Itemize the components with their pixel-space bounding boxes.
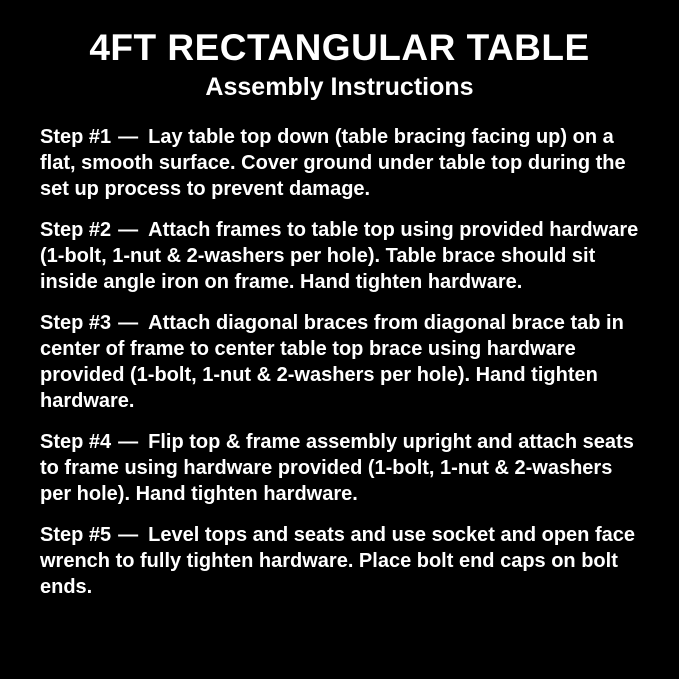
step-3-label: Step #3 (40, 312, 112, 334)
step-5-text: Level tops and seats and use socket and open face wrench to fully tighten hardware. Place bolt end caps on bolt ends. (40, 524, 635, 598)
step-2-text: Attach frames to table top using provided hardware (1-bolt, 1-nut & 2-washers per hole). Table brace should sit inside angle iron on frame. Hand tighten hardware. (40, 219, 639, 293)
step-5-separator: — (118, 524, 139, 546)
step-2 (40, 217, 640, 295)
step-1 (40, 124, 640, 202)
step-4-label: Step #4 (40, 431, 112, 453)
step-4-separator: — (118, 431, 139, 453)
step-5 (40, 522, 640, 600)
step-1-separator: — (118, 126, 139, 148)
step-2-label: Step #2 (40, 219, 112, 241)
step-1-label: Step #1 (40, 126, 112, 148)
steps-list (40, 124, 640, 600)
step-3-text: Attach diagonal braces from diagonal brace tab in center of frame to center table top brace using hardware provided (1-bolt, 1-nut & 2-washers per hole). Hand tighten hardware. (40, 312, 624, 412)
step-4 (40, 429, 640, 507)
step-1-text: Lay table top down (table bracing facing up) on a flat, smooth surface. Cover ground under table top during the set up process to prevent damage. (40, 126, 626, 200)
step-3 (40, 310, 640, 414)
step-3-separator: — (118, 312, 139, 334)
step-4-text: Flip top & frame assembly upright and attach seats to frame using hardware provided (1-bolt, 1-nut & 2-washers per hole). Hand tighten hardware. (40, 431, 634, 505)
step-5-label: Step #5 (40, 524, 112, 546)
page-title: 4FT RECTANGULAR TABLE (89, 27, 590, 68)
step-2-separator: — (118, 219, 139, 241)
page-subtitle: Assembly Instructions (205, 73, 474, 101)
